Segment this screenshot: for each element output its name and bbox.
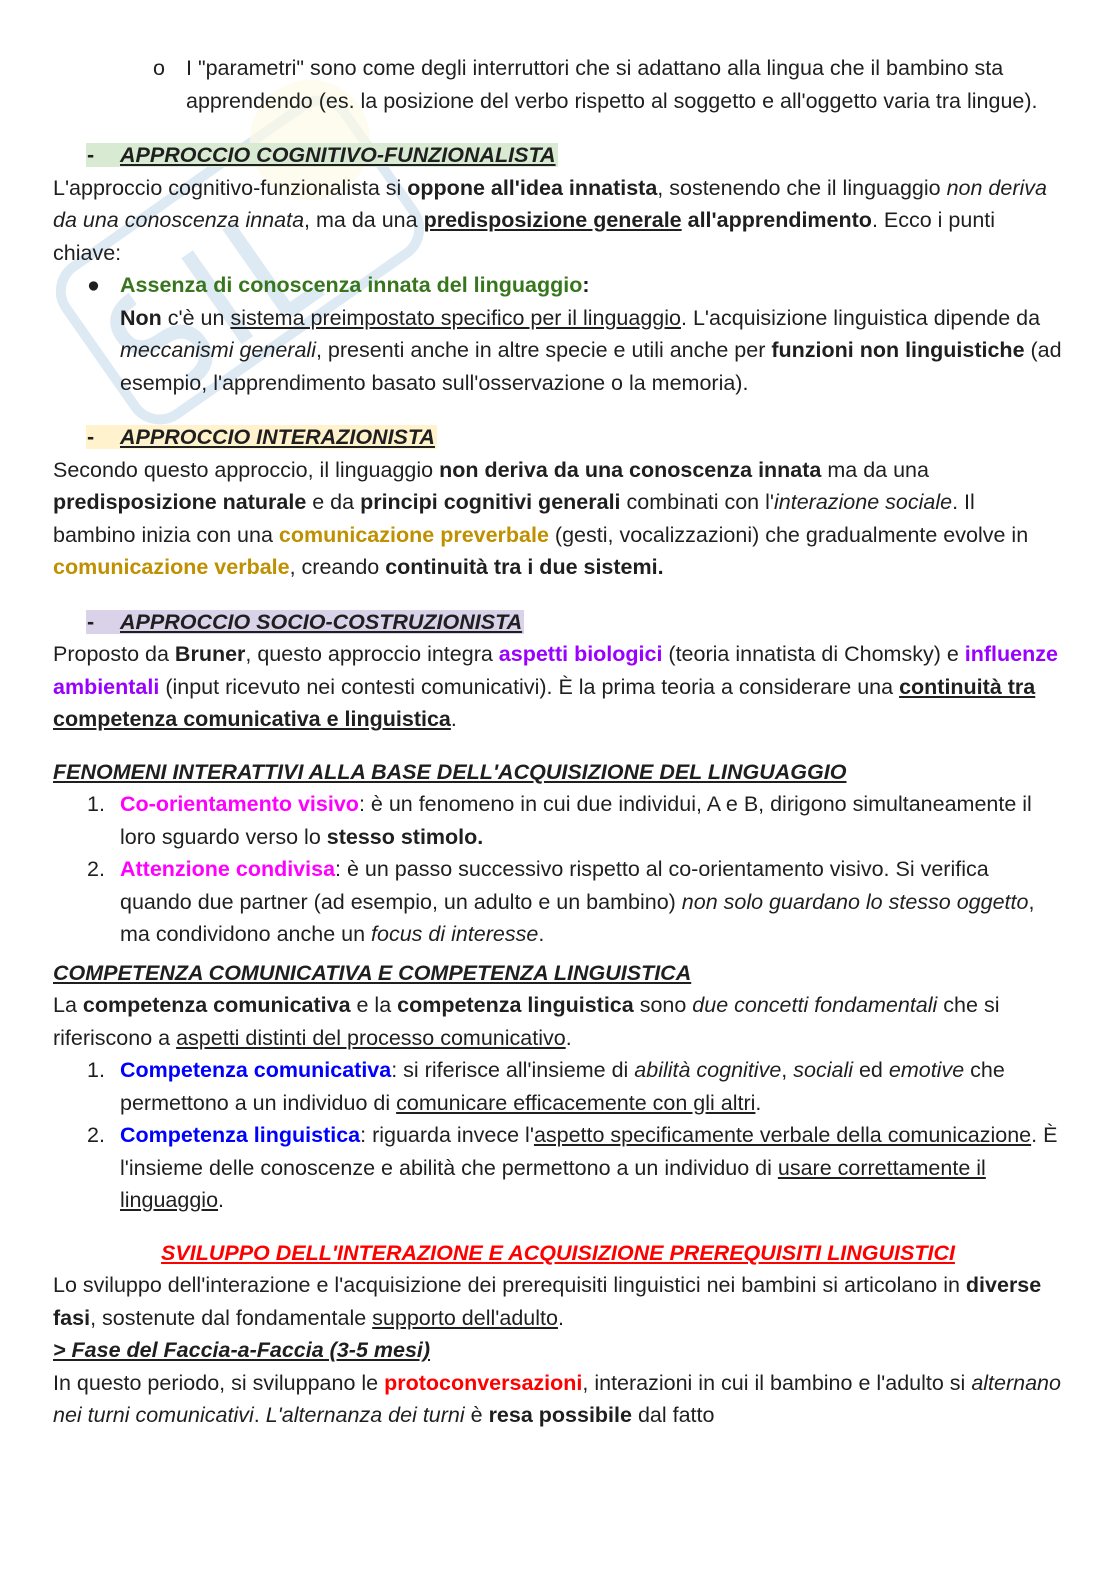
- text-span: e da: [306, 490, 361, 514]
- text-span: che si riferiscono a: [53, 993, 1000, 1050]
- text-span: non solo guardano lo stesso oggetto: [681, 889, 1029, 914]
- text-span: resa possibile: [488, 1403, 632, 1427]
- text-span: aspetto specificamente verbale della comunicazione: [533, 1123, 1032, 1147]
- text-span: combinati con l': [620, 490, 774, 514]
- text-span: , creando: [289, 555, 386, 579]
- text-span: alternano nei turni comunicativi: [53, 1370, 1061, 1427]
- text-span: continuità tra i due sistemi.: [385, 555, 664, 579]
- text-span: Co-orientamento visivo: [120, 792, 359, 816]
- text-span: . Ecco i punti chiave:: [53, 208, 996, 265]
- text-span: oppone all'idea innatista: [407, 175, 658, 200]
- heading-sviluppo-interazione: SVILUPPO DELL'INTERAZIONE E ACQUISIZIONE PREREQUISITI LINGUISTICI: [161, 1240, 955, 1265]
- text-span: APPROCCIO COGNITIVO-FUNZIONALISTA: [86, 143, 558, 167]
- text-span: .: [538, 922, 545, 946]
- text-span: . L'acquisizione linguistica dipende da: [681, 305, 1041, 330]
- text-span: (teoria innatista di Chomsky) e: [662, 642, 965, 666]
- text-span: ed: [853, 1058, 889, 1082]
- text-span: 2.: [87, 1123, 105, 1147]
- text-span: I "parametri" sono come degli interruttori che si adattano alla lingua che il bambino sta apprendendo (es. la posizione del verbo rispetto al soggetto e all'oggetto varia tra lingue).: [186, 56, 1038, 113]
- text-span: In questo periodo, si sviluppano le: [53, 1370, 385, 1395]
- text-span: , questo approccio integra: [245, 642, 499, 666]
- text-span: diverse fasi: [53, 1273, 1042, 1330]
- text-span: usare correttamente il linguaggio: [120, 1155, 986, 1212]
- paragraph-faccia-a-faccia: [53, 1367, 1063, 1432]
- text-span: . Il bambino inizia con una: [53, 490, 975, 547]
- text-span: predisposizione generale: [423, 208, 682, 232]
- text-span: , presenti anche in altre specie e utili anche per: [315, 338, 772, 362]
- text-span: Assenza di conoscenza innata del linguaggio: [120, 273, 583, 297]
- paragraph-competenza: [53, 989, 1063, 1054]
- text-span: L'alternanza dei turni: [265, 1403, 465, 1427]
- text-span: 1.: [87, 792, 105, 816]
- text-span: continuità tra competenza comunicativa e linguistica: [53, 674, 1036, 731]
- text-span: comunicare efficacemente con gli altri: [396, 1090, 756, 1115]
- text-span: : si riferisce all'insieme di: [391, 1058, 635, 1082]
- heading-fase-faccia-a-faccia: > Fase del Faccia-a-Faccia (3-5 mesi): [53, 1338, 431, 1362]
- text-span: aspetti distinti del processo comunicativo: [176, 1025, 566, 1050]
- text-span: emotive: [888, 1058, 965, 1082]
- text-span: c'è un: [161, 305, 231, 330]
- list-item-co-orientamento: [53, 788, 1063, 853]
- text-span: 1.: [87, 1058, 105, 1082]
- text-span: APPROCCIO SOCIO-COSTRUZIONISTA: [86, 610, 524, 634]
- text-span: , sostenendo che il linguaggio: [657, 175, 947, 200]
- text-span: Bruner: [174, 642, 246, 666]
- text-span: Lo sviluppo dell'interazione e l'acquisizione dei prerequisiti linguistici nei bambini si articolano in: [53, 1273, 966, 1297]
- text-span: .: [755, 1090, 762, 1115]
- text-span: supporto dell'adulto: [372, 1305, 558, 1330]
- text-span: , interazioni in cui il bambino e l'adulto si: [582, 1370, 972, 1395]
- text-span: protoconversazioni: [384, 1370, 583, 1395]
- text-span: interazione sociale: [774, 490, 953, 514]
- text-span: abilità cognitive: [634, 1058, 782, 1082]
- text-span: che permettono a un individuo di: [120, 1058, 1005, 1115]
- text-span: comunicazione preverbale: [278, 522, 549, 547]
- bullet-assenza-conoscenza: [53, 269, 1063, 399]
- text-span: :: [582, 273, 590, 297]
- text-span: -: [87, 143, 95, 167]
- text-span: . È l'insieme delle conoscenze e abilità che permettono a un individuo di: [120, 1123, 1058, 1180]
- text-span: (input ricevuto nei contesti comunicativi). È la prima teoria a considerare una: [159, 674, 900, 699]
- text-span: è: [464, 1403, 489, 1427]
- heading-fenomeni-interattivi: FENOMENI INTERATTIVI ALLA BASE DELL'ACQUISIZIONE DEL LINGUAGGIO: [53, 759, 847, 784]
- parameters-subpoint: [53, 52, 1063, 117]
- text-span: L'approccio cognitivo-funzionalista si: [53, 175, 408, 200]
- text-span: -: [87, 609, 95, 634]
- heading-socio-costruzionista: [53, 606, 1063, 639]
- text-span: APPROCCIO INTERAZIONISTA: [86, 425, 437, 449]
- text-span: sono: [633, 993, 693, 1017]
- text-span: : è un fenomeno in cui due individui, A e B, dirigono simultaneamente il loro sguardo verso lo: [120, 792, 1032, 849]
- text-span: .: [218, 1188, 225, 1212]
- text-span: comunicazione verbale: [53, 555, 290, 579]
- list-item-competenza-linguistica: [53, 1119, 1063, 1217]
- text-span: focus di interesse: [371, 922, 539, 946]
- text-span: .: [565, 1025, 572, 1050]
- text-span: meccanismi generali: [120, 338, 316, 362]
- text-span: funzioni non linguistiche: [771, 338, 1025, 362]
- document-page: [53, 52, 1063, 1432]
- text-span: stesso stimolo.: [326, 824, 484, 849]
- text-span: Competenza comunicativa: [120, 1058, 392, 1082]
- text-span: : riguarda invece l': [360, 1123, 534, 1147]
- text-span: Competenza linguistica: [120, 1123, 361, 1147]
- text-span: predisposizione naturale: [53, 490, 307, 514]
- text-span: (ad esempio, l'apprendimento basato sull'osservazione o la memoria).: [120, 338, 1062, 395]
- text-span: .: [450, 707, 457, 731]
- text-span: 2.: [87, 857, 105, 881]
- text-span: Proposto da: [53, 642, 175, 666]
- text-span: sistema preimpostato specifico per il linguaggio: [230, 305, 681, 330]
- heading-interazionista: [53, 421, 1063, 454]
- text-span: non deriva da una conoscenza innata: [53, 175, 1047, 232]
- bullet-dot-icon: ●: [87, 273, 100, 297]
- list-item-attenzione-condivisa: [53, 853, 1063, 951]
- text-span: principi cognitivi generali: [360, 490, 621, 514]
- text-span: due concetti fondamentali: [692, 993, 938, 1017]
- text-span: aspetti biologici: [498, 642, 663, 666]
- sub-bullet-marker: o: [153, 56, 165, 80]
- heading-competenza: COMPETENZA COMUNICATIVA E COMPETENZA LINGUISTICA: [53, 960, 692, 985]
- text-span: Non: [120, 305, 162, 330]
- text-span: , sostenute dal fondamentale: [90, 1305, 373, 1330]
- text-span: .: [253, 1403, 266, 1427]
- text-span: , ma condividono anche un: [120, 889, 1035, 946]
- text-span: Attenzione condivisa: [120, 857, 336, 881]
- text-span: La: [53, 993, 83, 1017]
- text-span: influenze ambientali: [53, 642, 1058, 699]
- text-span: all'apprendimento: [687, 208, 872, 232]
- text-span: Secondo questo approccio, il linguaggio: [53, 457, 440, 482]
- text-span: (gesti, vocalizzazioni) che gradualmente evolve in: [548, 522, 1029, 547]
- paragraph-sviluppo: [53, 1269, 1063, 1334]
- paragraph-cognitivo-funzionalista: [53, 172, 1063, 270]
- text-span: , ma da una: [304, 208, 424, 232]
- text-span: competenza comunicativa: [82, 993, 351, 1017]
- list-item-competenza-comunicativa: [53, 1054, 1063, 1119]
- text-span: e la: [350, 993, 398, 1017]
- text-span: : è un passo successivo rispetto al co-orientamento visivo. Si verifica quando due partner (ad esempio, un adulto e un bambino): [120, 857, 989, 914]
- text-span: dal fatto: [631, 1403, 715, 1427]
- text-span: .: [557, 1305, 564, 1330]
- heading-cognitivo-funzionalista: [53, 139, 1063, 172]
- paragraph-socio-costruzionista: [53, 638, 1063, 736]
- text-span: competenza linguistica: [397, 993, 634, 1017]
- text-span: sociali: [793, 1058, 853, 1082]
- text-span: non deriva da una conoscenza innata: [439, 457, 822, 482]
- text-span: ma da una: [821, 457, 929, 482]
- text-span: -: [87, 425, 95, 449]
- paragraph-interazionista: [53, 454, 1063, 584]
- text-span: ,: [781, 1058, 794, 1082]
